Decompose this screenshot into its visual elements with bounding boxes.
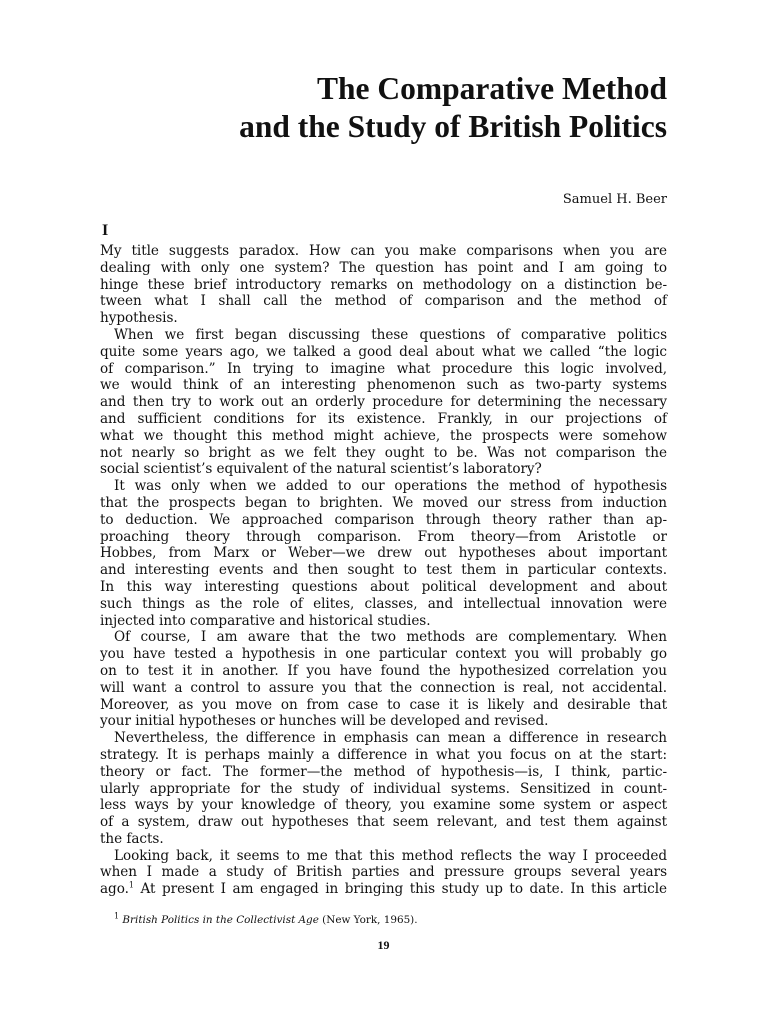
text-line: such things as the role of elites, classes, and intellectual innovation were (100, 595, 667, 612)
text-line: tween what I shall call the method of comparison and the method of (100, 293, 667, 310)
text-line: ularly appropriate for the study of individual systems. Sensitized in count- (100, 780, 667, 797)
text-line: what we thought this method might achieve, the prospects were somehow (100, 427, 667, 444)
text-line: injected into comparative and historical studies. (100, 612, 431, 629)
text-line: It was only when we added to our operations the method of hypothesis (114, 478, 667, 495)
text-line: you have tested a hypothesis in one particular context you will probably go (100, 646, 667, 663)
footnote-publication: (New York, 1965). (322, 914, 418, 926)
text-line: Looking back, it seems to me that this method reflects the way I proceeded (114, 847, 667, 864)
text-line: of comparison.” In trying to imagine what procedure this logic involved, (100, 360, 667, 377)
text-line: that the prospects began to brighten. We moved our stress from induction (100, 494, 667, 511)
text-line: In this way interesting questions about political development and about (100, 578, 667, 595)
text-line: Nevertheless, the difference in emphasis can mean a difference in research (114, 730, 667, 747)
text-line: and then try to work out an orderly procedure for determining the necessary (100, 394, 667, 411)
text-line: proaching theory through comparison. From theory—from Aristotle or (100, 528, 667, 545)
text-line: will want a control to assure you that the connection is real, not accidental. (100, 679, 667, 696)
text-line: strategy. It is perhaps mainly a difference in what you focus on at the start: (100, 746, 667, 763)
text-line: to deduction. We approached comparison through theory rather than ap- (100, 511, 667, 528)
section-number: I (102, 222, 109, 239)
text-line: and interesting events and then sought to test them in particular contexts. (100, 562, 667, 579)
text-line: and sufficient conditions for its existence. Frankly, in our projections of (100, 410, 667, 427)
text-line (100, 881, 667, 898)
text-line: Hobbes, from Marx or Weber—we drew out hypotheses about important (100, 545, 667, 562)
footnote-book-title: British Politics in the Collectivist Age (122, 914, 319, 926)
article-page (100, 0, 667, 1024)
text-line: My title suggests paradox. How can you make comparisons when you are (100, 243, 667, 259)
article-title (100, 70, 667, 146)
footnote-reference: 1 (128, 880, 134, 890)
article-body (100, 243, 667, 898)
text-line: of a system, draw out hypotheses that seem relevant, and test them against (100, 814, 667, 831)
title-line-1: The Comparative Method (317, 71, 667, 106)
text-line: when I made a study of British parties and pressure groups several years (100, 864, 667, 881)
footnote (114, 913, 418, 927)
footnote-marker: 1 (114, 911, 120, 921)
text-line: When we first began discussing these questions of comparative politics (114, 326, 667, 343)
page-number: 19 (377, 938, 390, 952)
text-line: less ways by your knowledge of theory, you examine some system or aspect (100, 797, 667, 814)
text-line: Of course, I am aware that the two methods are complementary. When (114, 629, 667, 646)
text-line: the facts. (100, 830, 164, 847)
text-fragment: At present I am engaged in bringing this study up to date. In this article (133, 881, 667, 898)
author-name: Samuel H. Beer (562, 192, 667, 207)
text-fragment: ago. (100, 881, 129, 898)
text-line: hypothesis. (100, 310, 178, 327)
text-line: Moreover, as you move on from case to case it is likely and desirable that (100, 696, 667, 713)
text-line: your initial hypotheses or hunches will be developed and revised. (100, 713, 549, 730)
text-line: hinge these brief introductory remarks on methodology on a distinction be- (100, 276, 667, 293)
text-line: dealing with only one system? The question has point and I am going to (100, 259, 667, 276)
text-line: we would think of an interesting phenomenon such as two-party systems (100, 377, 667, 394)
text-line: social scientist’s equivalent of the natural scientist’s laboratory? (100, 461, 542, 478)
text-line: theory or fact. The former—the method of hypothesis—is, I think, partic- (100, 763, 667, 780)
title-line-2: and the Study of British Politics (239, 109, 667, 144)
text-line: not nearly so bright as we felt they ought to be. Was not comparison the (100, 444, 667, 461)
text-line: on to test it in another. If you have found the hypothesized correlation you (100, 662, 667, 679)
text-line: quite some years ago, we talked a good deal about what we called “the logic (100, 343, 667, 360)
